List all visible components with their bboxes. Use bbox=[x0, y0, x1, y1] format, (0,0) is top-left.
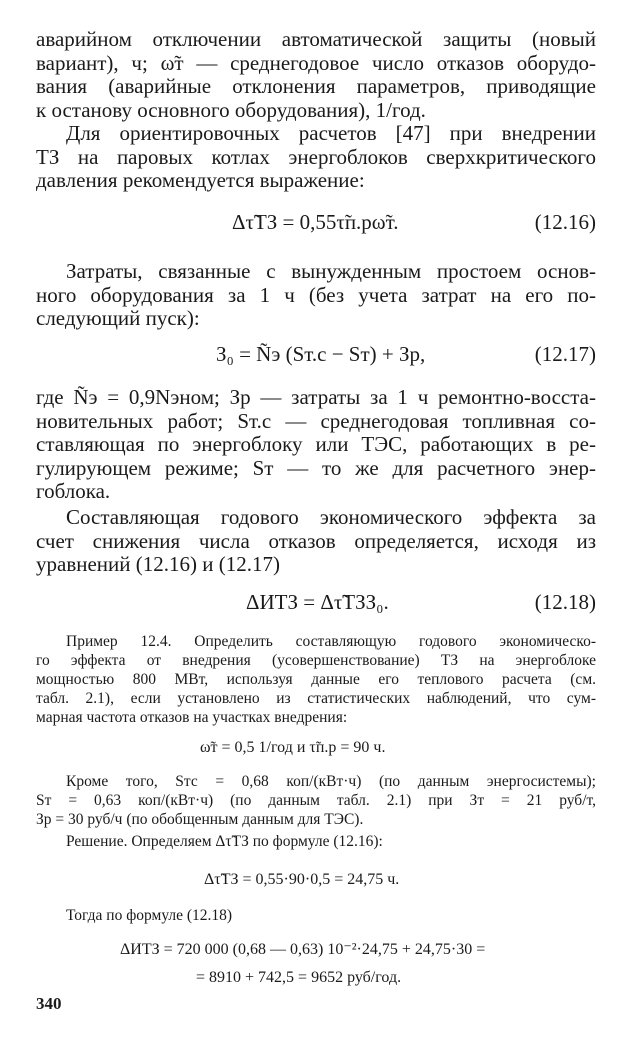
text-line: гоблока. bbox=[36, 479, 111, 503]
page-number: 340 bbox=[36, 994, 62, 1013]
text-line: следующий пуск): bbox=[36, 306, 200, 330]
text-line: Решение. Определяем Δτ̃ТЗ по формуле (12.16): bbox=[66, 833, 383, 850]
text-line: новительных работ; Sт.с — среднегодовая топливная со- bbox=[36, 408, 596, 433]
text-line: Составляющая годового экономического эффекта за bbox=[66, 505, 596, 529]
text-line: табл. 2.1), если установлено из статистических наблюдений, что сум- bbox=[36, 690, 596, 707]
text-line: где Ñэ = 0,9Nэном; Зр — затраты за 1 ч ремонтно-восста- bbox=[36, 385, 596, 409]
text-line: ТЗ на паровых котлах энергоблоков сверхкритического bbox=[36, 144, 596, 169]
text-line: Пример 12.4. Определить составляющую годового экономическо- bbox=[66, 633, 596, 650]
then-line bbox=[36, 906, 596, 925]
text-line: марная частота отказов на участках внедрения: bbox=[36, 709, 348, 726]
solution-result: Δτ̃ТЗ = 0,55·90·0,5 = 24,75 ч. bbox=[204, 871, 400, 888]
text-line: ного оборудования за 1 ч (без учета затрат на его по- bbox=[36, 282, 596, 307]
paragraph-1 bbox=[36, 28, 596, 122]
example-given-values: ω̃т = 0,5 1/год и τ̃п.р = 90 ч. bbox=[200, 739, 386, 756]
text-line: уравнений (12.16) и (12.17) bbox=[36, 552, 280, 576]
example-additional-data bbox=[36, 772, 596, 829]
equation-12-18: ΔИТЗ = Δτ̃ТЗЗ₀. bbox=[246, 590, 389, 614]
solution-line bbox=[36, 832, 596, 851]
text-line: вания (аварийные отклонения параметров, приводящие bbox=[36, 74, 596, 98]
text-line: аварийном отключении автоматической защиты (новый bbox=[36, 27, 596, 51]
text-line: счет снижения числа отказов определяется, исходя из bbox=[36, 528, 596, 553]
text-line: гулирующем режиме; Sт — то же для расчетного энер- bbox=[36, 455, 596, 480]
example-12-4 bbox=[36, 632, 596, 727]
text-line: Sт = 0,63 коп/(кВт·ч) (по данным табл. 2.1) при Зт = 21 руб/т, bbox=[36, 792, 596, 809]
text-line: го эффекта от внедрения (усовершенствование) ТЗ на энергоблоке bbox=[36, 652, 596, 669]
text-line: вариант), ч; ω̃т — среднегодовое число отказов оборудо- bbox=[36, 50, 596, 75]
paragraph-5 bbox=[36, 506, 596, 577]
paragraph-2 bbox=[36, 122, 596, 193]
text-line: Кроме того, Sтс = 0,68 коп/(кВт·ч) (по данным энергосистемы); bbox=[66, 773, 596, 790]
text-line: Зр = 30 руб/ч (по обобщенным данным для ТЭС). bbox=[36, 811, 364, 828]
equation-12-16: Δτ̃ТЗ = 0,55τ̃п.рω̃т. bbox=[232, 210, 399, 234]
text-line: ставляющая по энергоблоку или ТЭС, работающих в ре- bbox=[36, 432, 596, 456]
text-line: Затраты, связанные с вынужденным простоем основ- bbox=[66, 259, 596, 283]
text-line: мощностью 800 МВт, используя данные его теплового расчета (см. bbox=[36, 671, 596, 688]
text-line: давления рекомендуется выражение: bbox=[36, 168, 365, 192]
final-formula: ΔИТЗ = 720 000 (0,68 — 0,63) 10⁻²·24,75 + 24,75·30 = bbox=[120, 941, 486, 958]
equation-12-17: З₀ = Ñэ (Sт.с − Sт) + Зр, bbox=[216, 342, 426, 366]
paragraph-3 bbox=[36, 260, 596, 331]
paragraph-4 bbox=[36, 386, 596, 504]
text-line: Тогда по формуле (12.18) bbox=[66, 907, 233, 924]
text-line: Для ориентировочных расчетов [47] при внедрении bbox=[66, 121, 596, 145]
equation-number: (12.17) bbox=[534, 342, 596, 366]
equation-number: (12.18) bbox=[534, 590, 596, 614]
text-line: к останову основного оборудования), 1/год. bbox=[36, 97, 426, 122]
final-result: = 8910 + 742,5 = 9652 руб/год. bbox=[196, 969, 402, 986]
equation-number: (12.16) bbox=[534, 210, 596, 234]
